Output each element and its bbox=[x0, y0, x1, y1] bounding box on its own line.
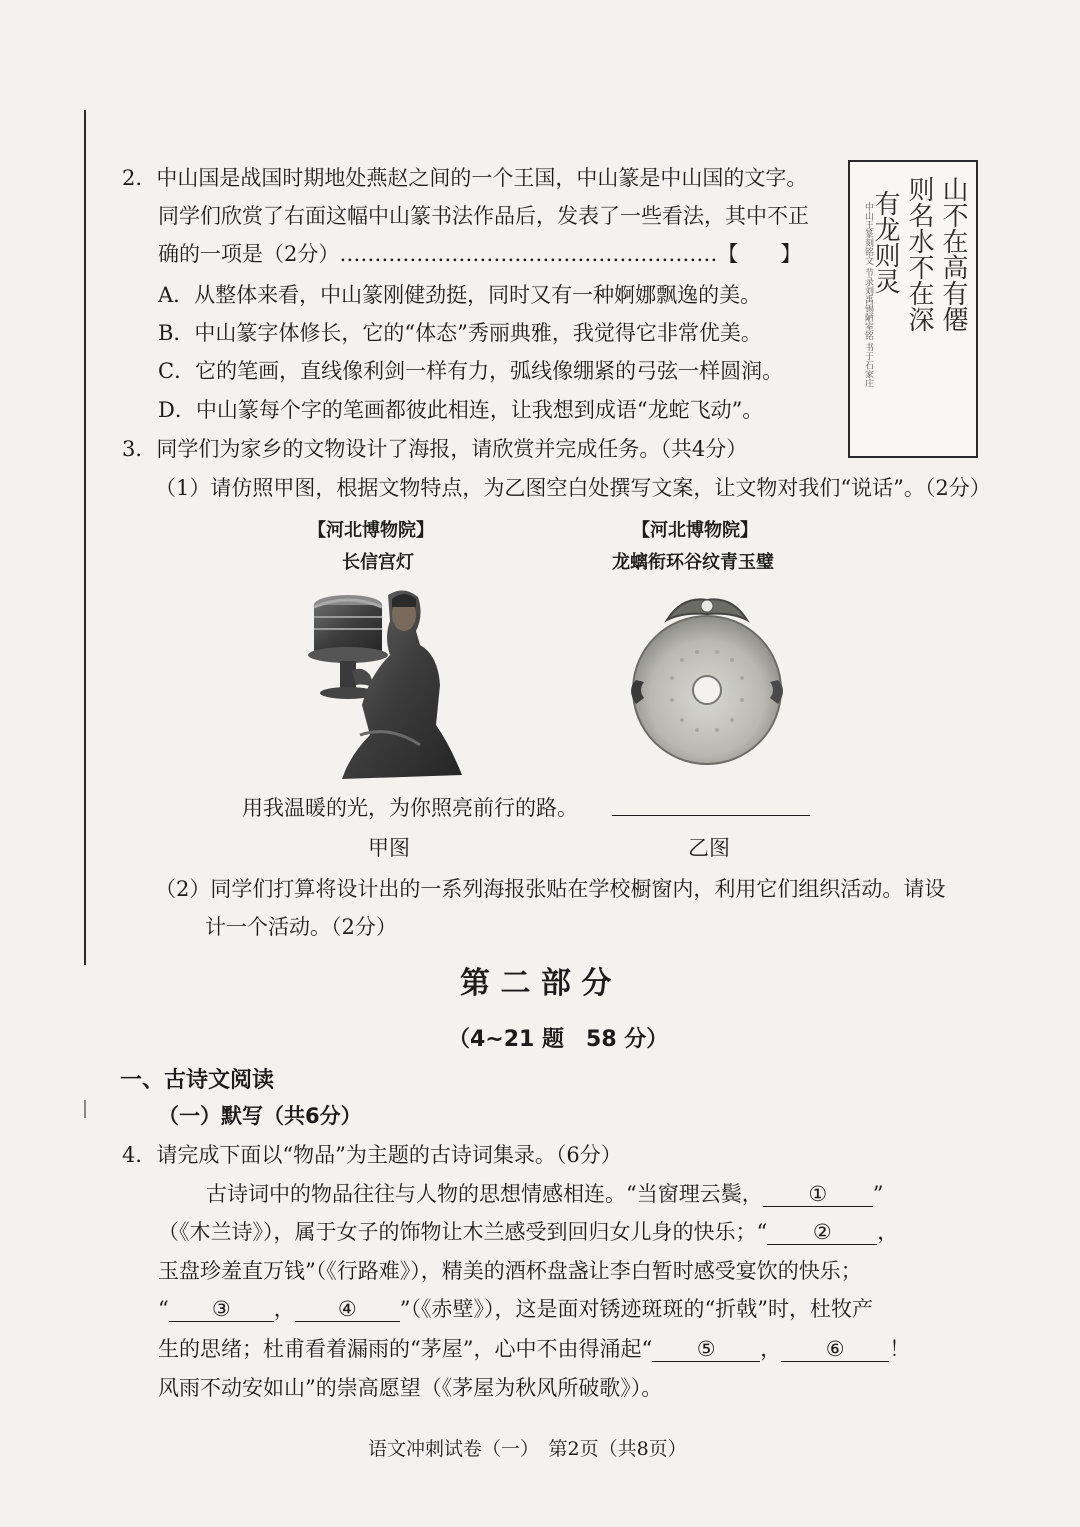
calligraphy-inscription: 中山王篆刻铭文 节录刘禹锡陋室铭 书于石家庄 bbox=[863, 202, 873, 388]
q2-line-2: 同学们欣赏了右面这幅中山篆书法作品后，发表了一些看法，其中不正 bbox=[158, 204, 809, 228]
q4-text-1b: ” bbox=[872, 1182, 884, 1206]
q4-text-4a: “ bbox=[158, 1297, 169, 1321]
q4-stem: 4．请完成下面以“物品”为主题的古诗词集录。（6分） bbox=[122, 1143, 622, 1167]
poster-a-caption: 用我温暖的光，为你照亮前行的路。 bbox=[242, 796, 578, 820]
q4-blank-5[interactable]: ⑤ bbox=[652, 1337, 760, 1362]
q4-line-3: 玉盘珍羞直万钱”（《行路难》），精美的酒杯盘盏让李白暂时感受宴饮的快乐； bbox=[158, 1259, 862, 1283]
q2-option-b: B．中山篆字体修长，它的“体态”秀丽典雅，我觉得它非常优美。 bbox=[158, 321, 762, 345]
q2-option-a: A．从整体来看，中山篆刚健劲挺，同时又有一种婀娜飘逸的美。 bbox=[158, 283, 762, 307]
q2-option-d: D．中山篆每个字的笔画都彼此相连，让我想到成语“龙蛇飞动”。 bbox=[158, 398, 764, 422]
q2-line-3: 确的一项是（2分）………………………………………………【 】 bbox=[158, 242, 802, 266]
jade-bi-disc-image bbox=[622, 590, 792, 770]
q4-line-2 bbox=[158, 1216, 898, 1246]
poster-b-caption-blank[interactable] bbox=[612, 815, 810, 816]
poster-b-museum: 【河北博物院】 bbox=[632, 520, 758, 541]
q4-text-5c: ！ bbox=[889, 1337, 911, 1361]
q4-blank-3[interactable]: ③ bbox=[169, 1297, 274, 1322]
q4-text-2b: ， bbox=[877, 1220, 899, 1244]
q4-line-1 bbox=[206, 1178, 883, 1208]
part-two-title: 第 二 部 分 bbox=[460, 966, 612, 1001]
poster-b-title: 龙螭衔环谷纹青玉璧 bbox=[612, 552, 774, 573]
q4-text-4b: ， bbox=[273, 1297, 295, 1321]
q4-blank-1[interactable]: ① bbox=[763, 1182, 873, 1207]
poster-a-museum: 【河北博物院】 bbox=[308, 520, 434, 541]
q4-line-4 bbox=[158, 1293, 873, 1323]
q4-text-4c: ”（《赤壁》），这是面对锈迹斑斑的“折戟”时，杜牧产 bbox=[399, 1297, 873, 1321]
q4-blank-2[interactable]: ② bbox=[767, 1220, 877, 1245]
subsection-dictation: （一）默写（共6分） bbox=[158, 1104, 362, 1128]
binding-margin-line bbox=[84, 110, 86, 965]
changxin-lamp-image bbox=[300, 585, 465, 783]
poster-b-label: 乙图 bbox=[688, 836, 730, 860]
q4-line-6: 风雨不动安如山”的崇高愿望（《茅屋为秋风所破歌》）。 bbox=[158, 1376, 663, 1400]
q4-line-5 bbox=[158, 1333, 910, 1363]
q3-stem: 3．同学们为家乡的文物设计了海报，请欣赏并完成任务。（共4分） bbox=[122, 437, 748, 461]
q4-blank-6[interactable]: ⑥ bbox=[781, 1337, 889, 1362]
q4-text-2: （《木兰诗》），属于女子的饰物让木兰感受到回归女儿身的快乐；“ bbox=[158, 1220, 768, 1244]
q4-text-5b: ， bbox=[760, 1337, 782, 1361]
part-two-range: （4~21 题 58 分） bbox=[448, 1027, 669, 1052]
page-footer: 语文冲刺试卷（一） 第2页（共8页） bbox=[368, 1438, 687, 1460]
calligraphy-column-3: 有龙则灵 bbox=[870, 190, 900, 294]
q2-line-1: 2．中山国是战国时期地处燕赵之间的一个王国，中山篆是中山国的文字。 bbox=[122, 166, 808, 190]
zhongshan-calligraphy-artwork bbox=[848, 160, 978, 458]
poster-a-title: 长信宫灯 bbox=[342, 552, 414, 573]
q4-text-1a: 古诗词中的物品往往与人物的思想情感相连。“当窗理云鬓， bbox=[206, 1182, 763, 1206]
q3-sub2-line-2: 计一个活动。（2分） bbox=[205, 915, 397, 939]
section-ancient-poetry: 一、古诗文阅读 bbox=[120, 1068, 275, 1093]
q4-blank-4[interactable]: ④ bbox=[295, 1297, 400, 1322]
poster-a-label: 甲图 bbox=[368, 836, 410, 860]
calligraphy-column-1: 山不在高有僊 bbox=[938, 176, 968, 332]
q3-sub2-line-1: （2）同学们打算将设计出的一系列海报张贴在学校橱窗内，利用它们组织活动。请设 bbox=[155, 877, 946, 901]
calligraphy-column-2: 则名水不在深 bbox=[904, 176, 934, 332]
q4-text-5a: 生的思绪；杜甫看着漏雨的“茅屋”，心中不由得涌起“ bbox=[158, 1337, 653, 1361]
binding-margin-mark bbox=[84, 1100, 86, 1118]
q3-sub1: （1）请仿照甲图，根据文物特点，为乙图空白处撰写文案，让文物对我们“说话”。（2分） bbox=[155, 476, 991, 500]
q2-option-c: C．它的笔画，直线像利剑一样有力，弧线像绷紧的弓弦一样圆润。 bbox=[158, 359, 784, 383]
